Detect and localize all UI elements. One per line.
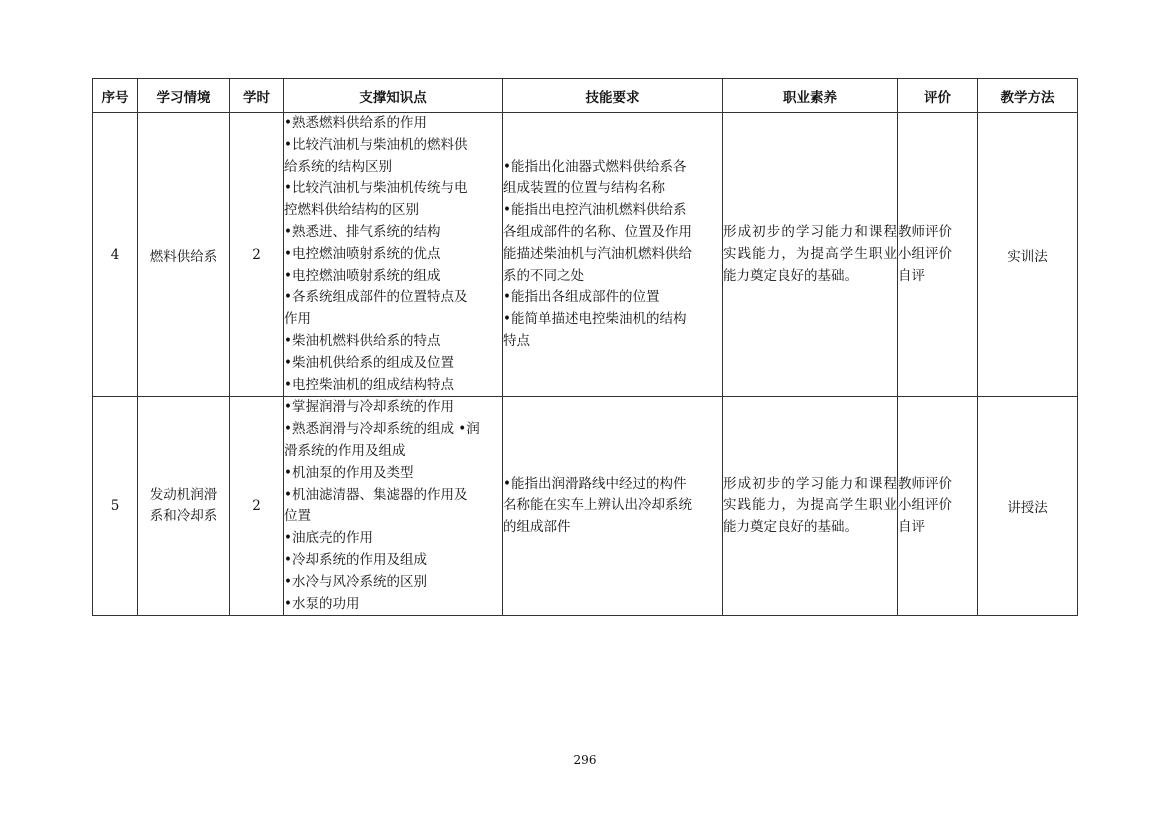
knowledge-item: •柴油机燃料供给系的特点 (284, 332, 441, 349)
skill-item: •能简单描述电控柴油机的结构 (503, 311, 687, 328)
header-evaluation: 评价 (898, 79, 978, 113)
curriculum-table (92, 78, 1078, 616)
skill-item: •能指出各组成部件的位置 (503, 289, 660, 306)
row-situation: 燃料供给系 (138, 113, 230, 397)
knowledge-item: 控燃料供给结构的区别 (284, 202, 419, 219)
knowledge-item: •电控燃油喷射系统的组成 (284, 267, 441, 284)
row-method: 实训法 (978, 113, 1078, 397)
literacy-text: 形成初步的学习能力和课程实践能力，为提高学生职业能力奠定良好的基础。 (723, 475, 897, 536)
knowledge-item: •比较汽油机与柴油机传统与电 (284, 180, 468, 197)
knowledge-item: •水冷与风冷系统的区别 (284, 573, 427, 590)
skill-item: •能指出电控汽油机燃料供给系 (503, 202, 687, 219)
knowledge-item: 位置 (284, 508, 311, 525)
header-number: 序号 (93, 79, 138, 113)
knowledge-points-cell (284, 397, 503, 616)
knowledge-item: •掌握润滑与冷却系统的作用 (284, 399, 454, 416)
header-row (93, 79, 1078, 113)
knowledge-item: •油底壳的作用 (284, 530, 373, 547)
skill-item: 的组成部件 (503, 519, 571, 536)
row-situation (138, 397, 230, 616)
knowledge-points-cell (284, 113, 503, 397)
knowledge-item: •冷却系统的作用及组成 (284, 551, 427, 568)
situation-line: 系和冷却系 (149, 508, 218, 525)
skill-item: 各组成部件的名称、位置及作用 (503, 223, 692, 240)
evaluation-item: 自评 (898, 519, 925, 536)
knowledge-item: 作用 (284, 311, 311, 328)
header-literacy: 职业素养 (723, 79, 898, 113)
page-number: 296 (573, 753, 597, 767)
knowledge-item: •各系统组成部件的位置特点及 (284, 289, 468, 306)
header-hours: 学时 (230, 79, 284, 113)
header-situation: 学习情境 (138, 79, 230, 113)
knowledge-item: •熟悉进、排气系统的结构 (284, 223, 441, 240)
knowledge-item: •比较汽油机与柴油机的燃料供 (284, 136, 468, 153)
knowledge-item: •机油滤清器、集滤器的作用及 (284, 486, 468, 503)
skill-item: 能描述柴油机与汽油机燃料供给 (503, 245, 692, 262)
skill-requirements-cell (503, 397, 723, 616)
table-row (93, 397, 1078, 616)
situation-line: 发动机润滑 (149, 486, 218, 503)
evaluation-cell (898, 397, 978, 616)
skill-item: 组成装置的位置与结构名称 (503, 180, 665, 197)
header-skills: 技能要求 (503, 79, 723, 113)
literacy-cell (723, 113, 898, 397)
evaluation-item: 小组评价 (898, 497, 952, 514)
evaluation-item: 自评 (898, 267, 925, 284)
knowledge-item: •熟悉润滑与冷却系统的组成 •润 (284, 421, 480, 438)
skill-item: 特点 (503, 332, 530, 349)
knowledge-item: •水泵的功用 (284, 595, 360, 612)
skill-item: •能指出润滑路线中经过的构件 (503, 475, 687, 492)
skill-item: 系的不同之处 (503, 267, 584, 284)
evaluation-item: 教师评价 (898, 475, 952, 492)
table-row (93, 113, 1078, 397)
literacy-text: 形成初步的学习能力和课程实践能力，为提高学生职业能力奠定良好的基础。 (723, 223, 897, 284)
row-hours: 2 (230, 397, 284, 616)
row-number: 4 (93, 113, 138, 397)
evaluation-cell (898, 113, 978, 397)
knowledge-item: •电控燃油喷射系统的优点 (284, 245, 441, 262)
literacy-cell (723, 397, 898, 616)
row-number: 5 (93, 397, 138, 616)
header-method: 教学方法 (978, 79, 1078, 113)
knowledge-item: 滑系统的作用及组成 (284, 442, 406, 459)
knowledge-item: •柴油机供给系的组成及位置 (284, 354, 454, 371)
knowledge-item: •电控柴油机的组成结构特点 (284, 376, 454, 393)
evaluation-item: 教师评价 (898, 223, 952, 240)
row-method: 讲授法 (978, 397, 1078, 616)
skill-requirements-cell (503, 113, 723, 397)
header-knowledge: 支撑知识点 (284, 79, 503, 113)
skill-item: 名称能在实车上辨认出冷却系统 (503, 497, 692, 514)
knowledge-item: 给系统的结构区别 (284, 158, 392, 175)
knowledge-item: •熟悉燃料供给系的作用 (284, 115, 427, 131)
row-hours: 2 (230, 113, 284, 397)
knowledge-item: •机油泵的作用及类型 (284, 464, 414, 481)
skill-item: •能指出化油器式燃料供给系各 (503, 158, 687, 175)
evaluation-item: 小组评价 (898, 245, 952, 262)
